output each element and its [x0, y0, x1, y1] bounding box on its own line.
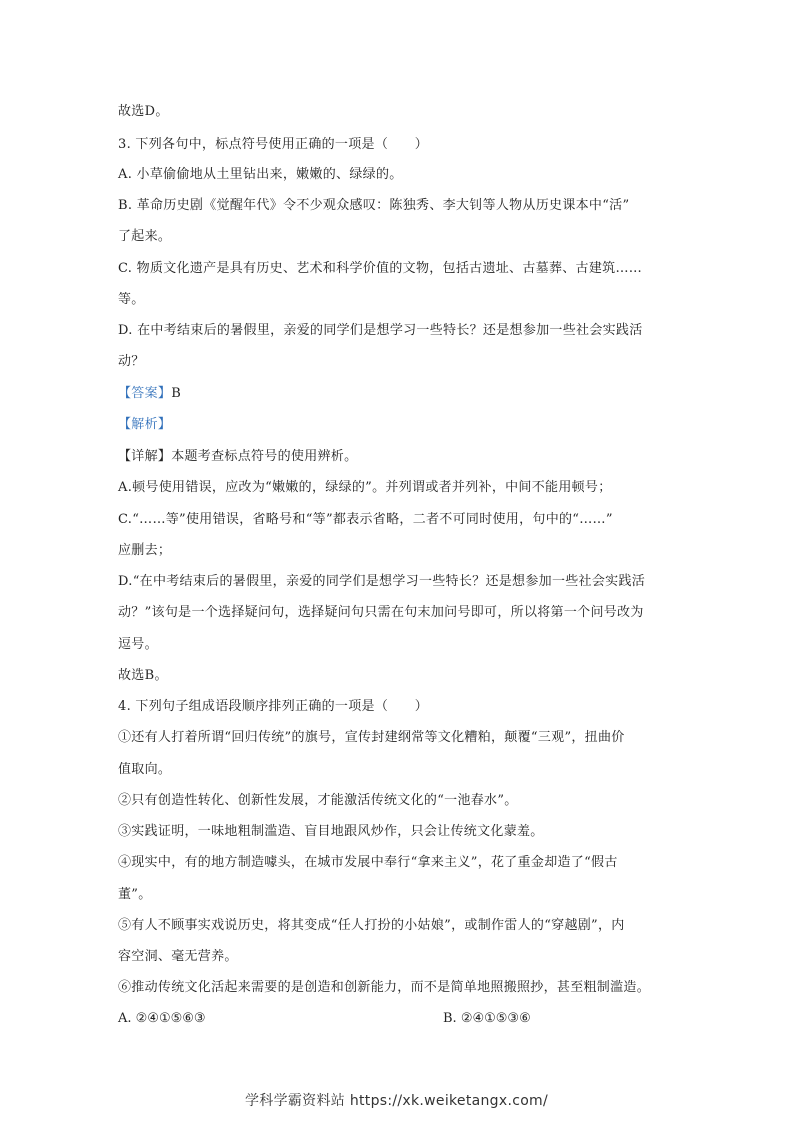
sentence-5: ⑤有人不顾事实戏说历史，将其变成“任人打扮的小姑娘”，或制作雷人的“穿越剧”，内 — [118, 918, 625, 933]
analysis-line: D.“在中考结束后的暑假里，亲爱的同学们是想学习一些特长？还是想参加一些社会实践活 — [118, 574, 646, 589]
question-4-option-a: A. ②④①⑤⑥③ — [118, 1011, 206, 1026]
text-line: 董”。 — [118, 887, 152, 902]
analysis-tag: 【解析】 — [118, 417, 172, 432]
sentence-1: ①还有人打着所谓“回归传统”的旗号，宣传封建纲常等文化糟粕，颠覆“三观”，扭曲价 — [118, 730, 625, 745]
answer-value: B — [171, 386, 182, 401]
footer-watermark: 学科学霸资料站 https://xk.weiketangx.com/ — [244, 1093, 549, 1109]
answer-tag: 【答案】 — [118, 386, 172, 401]
analysis-line: 故选B。 — [118, 668, 168, 683]
analysis-line: 动？”该句是一个选择疑问句，选择疑问句只需在句末加问号即可，所以将第一个问号改为 — [118, 605, 644, 620]
analysis-line: 应删去； — [118, 543, 172, 558]
text-line: 动？ — [118, 354, 145, 369]
answer-line — [118, 384, 678, 404]
sentence-6: ⑥推动传统文化活起来需要的是创造和创新能力，而不是简单地照搬照抄，甚至粗制滥造。 — [118, 980, 651, 995]
sentence-3: ③实践证明，一味地粗制滥造、盲目地跟风炒作，只会让传统文化蒙羞。 — [118, 824, 544, 839]
question-3-option-a: A. 小草偷偷地从土里钻出来，嫩嫩的、绿绿的。 — [118, 167, 403, 182]
text-line: 容空洞、毫无营养。 — [118, 949, 238, 964]
sentence-4: ④现实中，有的地方制造噱头，在城市发展中奉行“拿来主义”，花了重金却造了“假古 — [118, 855, 618, 870]
question-3-option-c: C. 物质文化遗产是具有历史、艺术和科学价值的文物，包括古遗址、古墓葬、古建筑…… — [118, 261, 643, 276]
question-4-stem: 4. 下列句子组成语段顺序排列正确的一项是（ ） — [118, 699, 429, 714]
text-line: 故选D。 — [118, 104, 169, 119]
analysis-line: 逗号。 — [118, 637, 158, 652]
detail-heading: 【详解】本题考查标点符号的使用辨析。 — [118, 449, 358, 464]
analysis-line: A.顿号使用错误，应改为“嫩嫩的，绿绿的”。并列谓或者并列补，中间不能用顿号； — [118, 480, 612, 495]
question-3-option-d: D. 在中考结束后的暑假里，亲爱的同学们是想学习一些特长？还是想参加一些社会实践活 — [118, 323, 643, 338]
question-3-option-b: B. 革命历史剧《觉醒年代》令不少观众感叹：陈独秀、李大钊等人物从历史课本中“活” — [118, 198, 630, 213]
text-line: 了起来。 — [118, 229, 172, 244]
text-line: 等。 — [118, 292, 145, 307]
analysis-line: C.“……等”使用错误，省略号和“等”都表示省略，二者不可同时使用，句中的“……” — [118, 512, 613, 527]
question-3-stem: 3. 下列各句中，标点符号使用正确的一项是（ ） — [118, 137, 429, 152]
question-4-option-b: B. ②④①⑤③⑥ — [443, 1011, 531, 1026]
question-4-options — [118, 1009, 678, 1029]
analysis-heading — [118, 415, 678, 435]
sentence-2: ②只有创造性转化、创新性发展，才能激活传统文化的“一池春水”。 — [118, 793, 518, 808]
text-line: 值取向。 — [118, 762, 172, 777]
